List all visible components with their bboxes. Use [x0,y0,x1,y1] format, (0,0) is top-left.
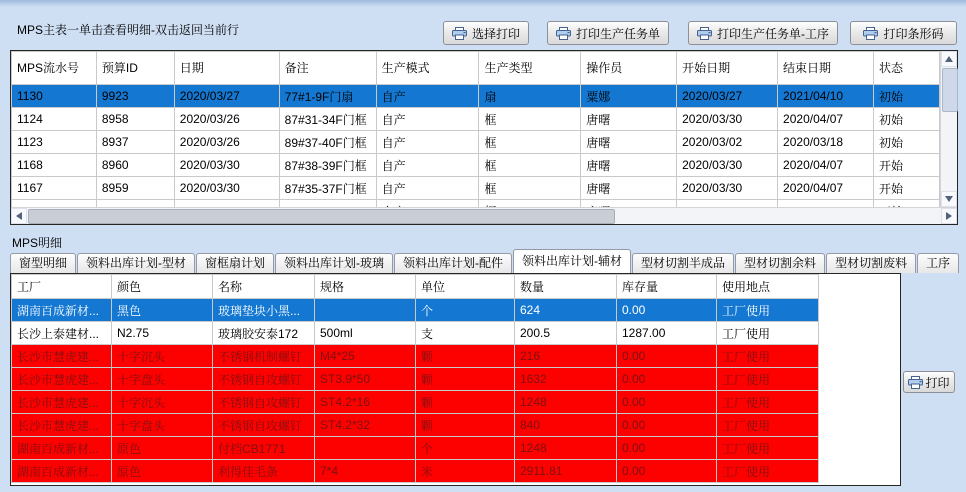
cell[interactable]: 自产 [376,131,479,154]
cell[interactable]: 1167 [12,177,97,200]
cell[interactable]: 2020/04/07 [778,177,874,200]
cell[interactable]: 自产 [376,108,479,131]
cell[interactable]: 唐曙 [581,154,677,177]
mps-main-table [11,51,940,223]
column-header[interactable]: 颜色 [112,275,213,299]
cell[interactable]: 颗 [416,368,515,391]
cell[interactable]: 2020/03/02 [677,131,778,154]
cell[interactable]: 2020/03/30 [677,108,778,131]
mps-main-table-panel [10,50,958,225]
print-button[interactable] [903,371,955,393]
tab-9[interactable]: 型材切割废料 [826,253,916,273]
column-header[interactable]: 数量 [515,275,617,299]
cell[interactable]: 0.00 [617,437,717,460]
cell[interactable]: 付档CB1771 [213,437,315,460]
printer-icon [908,376,923,389]
cell[interactable]: 长沙上泰建材... [12,322,112,345]
cell[interactable]: 500ml [315,322,416,345]
cell[interactable]: 颗 [416,345,515,368]
scrollbar-thumb[interactable] [28,209,615,224]
cell[interactable]: 工厂使用 [717,460,819,483]
scroll-up-icon [945,56,953,62]
print-barcode-button[interactable] [850,21,957,45]
cell[interactable]: 200.5 [515,322,617,345]
printer-icon [452,27,467,40]
cell[interactable]: 十字盘头 [112,414,213,437]
cell[interactable]: 87#31-34F门框 [279,108,376,131]
cell[interactable]: 7*4 [315,460,416,483]
mps-detail-table-panel [10,273,901,486]
printer-icon [556,27,571,40]
column-header[interactable]: 状态 [873,52,939,85]
cell[interactable]: 2020/03/18 [778,131,874,154]
cell[interactable]: 个 [416,437,515,460]
cell[interactable]: 2020/03/30 [677,154,778,177]
cell[interactable]: 1168 [12,154,97,177]
detail-grid-viewport [11,274,900,485]
cell[interactable]: 0.00 [617,345,717,368]
column-header[interactable]: 生产模式 [376,52,479,85]
column-header[interactable]: 生产类型 [479,52,581,85]
printer-icon [863,27,878,40]
tab-7[interactable]: 型材切割半成品 [632,253,734,273]
column-header[interactable]: 预算ID [96,52,174,85]
cell[interactable]: 长沙市慧虎建... [12,391,112,414]
cell[interactable]: M4*25 [315,345,416,368]
cell[interactable]: 湖南百成新材... [12,460,112,483]
scroll-down-button[interactable] [941,191,957,207]
cell[interactable]: 开始 [873,177,939,200]
table-row[interactable] [12,131,940,154]
horizontal-scrollbar[interactable] [11,207,957,224]
mps-detail-table [11,274,819,483]
cell[interactable]: 1248 [515,391,617,414]
cell[interactable]: 2020/03/27 [174,85,279,108]
header-row [12,275,819,299]
print-production-task-button[interactable] [547,21,669,45]
column-header[interactable]: 单位 [416,275,515,299]
cell[interactable]: 2020/04/07 [778,154,874,177]
vertical-scrollbar[interactable] [940,51,957,207]
column-header[interactable]: 结束日期 [778,52,874,85]
cell[interactable]: 长沙市慧虎建... [12,368,112,391]
column-header[interactable]: 名称 [213,275,315,299]
scroll-left-button[interactable] [11,208,27,224]
table-row[interactable] [12,391,819,414]
cell[interactable]: 工厂使用 [717,322,819,345]
cell[interactable]: 工厂使用 [717,299,819,322]
cell[interactable]: 9923 [96,85,174,108]
scroll-left-icon [16,212,22,220]
cell[interactable]: 216 [515,345,617,368]
cell[interactable]: 湖南百成新材... [12,437,112,460]
cell[interactable]: 2020/03/30 [174,177,279,200]
cell[interactable]: 框 [479,108,581,131]
cell[interactable]: 框 [479,154,581,177]
cell[interactable]: 粟娜 [581,85,677,108]
cell[interactable]: 米 [416,460,515,483]
cell[interactable]: 工厂使用 [717,345,819,368]
scroll-right-button[interactable] [941,208,957,224]
tab-1[interactable]: 窗型明细 [10,253,76,273]
table-row[interactable] [12,85,940,108]
cell[interactable]: 自产 [376,154,479,177]
cell[interactable]: 1632 [515,368,617,391]
cell[interactable]: 77#1-9F门扇 [279,85,376,108]
table-row[interactable] [12,108,940,131]
cell[interactable]: 开始 [873,154,939,177]
column-header[interactable]: 工厂 [12,275,112,299]
cell[interactable]: 2020/03/26 [174,131,279,154]
cell[interactable]: 89#37-40F门框 [279,131,376,154]
cell[interactable]: 2020/03/30 [174,154,279,177]
cell[interactable]: 1124 [12,108,97,131]
cell[interactable]: ST4.2*32 [315,414,416,437]
cell[interactable]: 工厂使用 [717,368,819,391]
cell[interactable]: 自产 [376,85,479,108]
cell[interactable] [315,437,416,460]
column-header[interactable]: 库存量 [617,275,717,299]
cell[interactable]: 2020/03/30 [677,177,778,200]
cell[interactable]: 初始 [873,131,939,154]
cell[interactable]: 0.00 [617,414,717,437]
cell[interactable]: N2.75 [112,322,213,345]
cell[interactable]: 1248 [515,437,617,460]
select-print-button[interactable] [443,21,529,45]
cell[interactable]: 长沙市慧虎建... [12,414,112,437]
column-header[interactable]: 操作员 [581,52,677,85]
cell[interactable]: 初始 [873,85,939,108]
cell[interactable]: 初始 [873,108,939,131]
button-label: 打印条形码 [883,26,944,41]
column-header[interactable]: 日期 [174,52,279,85]
cell[interactable]: 1287.00 [617,322,717,345]
printer-icon [697,27,712,40]
cell[interactable]: 不锈钢机制螺钉 [213,345,315,368]
main-grid-viewport [11,51,940,207]
cell[interactable]: 8960 [96,154,174,177]
cell[interactable]: 工厂使用 [717,391,819,414]
cell[interactable]: 工厂使用 [717,414,819,437]
cell[interactable]: 原色 [112,437,213,460]
cell[interactable]: 原色 [112,460,213,483]
table-row[interactable] [12,460,819,483]
cell[interactable]: ST3.9*50 [315,368,416,391]
cell[interactable]: 个 [416,299,515,322]
cell[interactable]: 自产 [376,177,479,200]
table-row[interactable] [12,322,819,345]
scroll-up-button[interactable] [941,51,957,67]
table-row[interactable] [12,154,940,177]
cell[interactable]: 不锈钢自攻螺钉 [213,391,315,414]
cell[interactable]: 黑色 [112,299,213,322]
cell[interactable]: 1123 [12,131,97,154]
column-header[interactable]: 开始日期 [677,52,778,85]
cell[interactable]: 2911.81 [515,460,617,483]
cell[interactable]: 扇 [479,85,581,108]
cell[interactable]: ST4.2*16 [315,391,416,414]
cell[interactable]: 87#38-39F门框 [279,154,376,177]
cell[interactable]: 长沙市慧虎建... [12,345,112,368]
cell[interactable]: 工厂使用 [717,437,819,460]
table-row[interactable] [12,414,819,437]
print-production-task-process-button[interactable] [688,21,838,45]
column-header[interactable]: 使用地点 [717,275,819,299]
cell[interactable] [315,299,416,322]
cell[interactable]: 87#35-37F门框 [279,177,376,200]
cell[interactable]: 不锈钢自攻螺钉 [213,368,315,391]
cell[interactable]: 颗 [416,391,515,414]
cell[interactable]: 2020/04/07 [778,108,874,131]
tab-3[interactable]: 窗框扇计划 [196,253,274,273]
table-row[interactable] [12,345,819,368]
window-top-gradient [0,0,966,7]
tab-2[interactable]: 领料出库计划-型材 [77,253,195,273]
mps-detail-label: MPS明细 [12,236,63,250]
cell[interactable]: 0.00 [617,299,717,322]
scroll-right-icon [946,212,952,220]
cell[interactable]: 624 [515,299,617,322]
cell[interactable]: 0.00 [617,391,717,414]
tab-10[interactable]: 工序 [917,253,959,273]
cell[interactable]: 颗 [416,414,515,437]
tab-5[interactable]: 领料出库计划-配件 [394,253,512,273]
tab-8[interactable]: 型材切割余料 [735,253,825,273]
cell[interactable]: 0.00 [617,460,717,483]
table-row[interactable] [12,299,819,322]
button-label: 选择打印 [472,26,521,41]
column-header[interactable]: 备注 [279,52,376,85]
cell[interactable]: 唐曙 [581,108,677,131]
cell[interactable]: 玻璃胶安泰172 [213,322,315,345]
cell[interactable]: 1130 [12,85,97,108]
header-row [12,52,940,85]
cell[interactable]: 十字盘头 [112,368,213,391]
cell[interactable]: 不锈钢自攻螺钉 [213,414,315,437]
cell[interactable]: 唐曙 [581,177,677,200]
cell[interactable]: 湖南百成新材... [12,299,112,322]
cell[interactable]: 唐曙 [581,131,677,154]
scroll-down-icon [945,196,953,202]
cell[interactable]: 十字沉头 [112,345,213,368]
button-label: 打印生产任务单-工序 [717,26,829,41]
cell[interactable]: 支 [416,322,515,345]
table-row[interactable] [12,368,819,391]
button-label: 打印生产任务单 [576,26,661,41]
cell[interactable]: 2020/03/26 [174,108,279,131]
table-row[interactable] [12,177,940,200]
cell[interactable]: 8937 [96,131,174,154]
cell[interactable]: 2020/03/27 [677,85,778,108]
cell[interactable]: 利得佳毛条 [213,460,315,483]
cell[interactable]: 0.00 [617,368,717,391]
tab-4[interactable]: 领料出库计划-玻璃 [275,253,393,273]
cell[interactable]: 840 [515,414,617,437]
cell[interactable]: 玻璃垫块小黑... [213,299,315,322]
cell[interactable]: 8958 [96,108,174,131]
cell[interactable]: 框 [479,177,581,200]
detail-tabs [10,249,960,273]
cell[interactable]: 框 [479,131,581,154]
scrollbar-thumb[interactable] [942,68,958,112]
button-label: 打印 [925,375,950,390]
column-header[interactable]: 规格 [315,275,416,299]
main-table-title: MPS主表一单击查看明细-双击返回当前行 [17,23,240,37]
tab-6[interactable]: 领料出库计划-辅材 [513,249,631,273]
cell[interactable]: 2021/04/10 [778,85,874,108]
cell[interactable]: 8959 [96,177,174,200]
column-header[interactable]: MPS流水号 [12,52,97,85]
cell[interactable]: 十字沉头 [112,391,213,414]
table-row[interactable] [12,437,819,460]
